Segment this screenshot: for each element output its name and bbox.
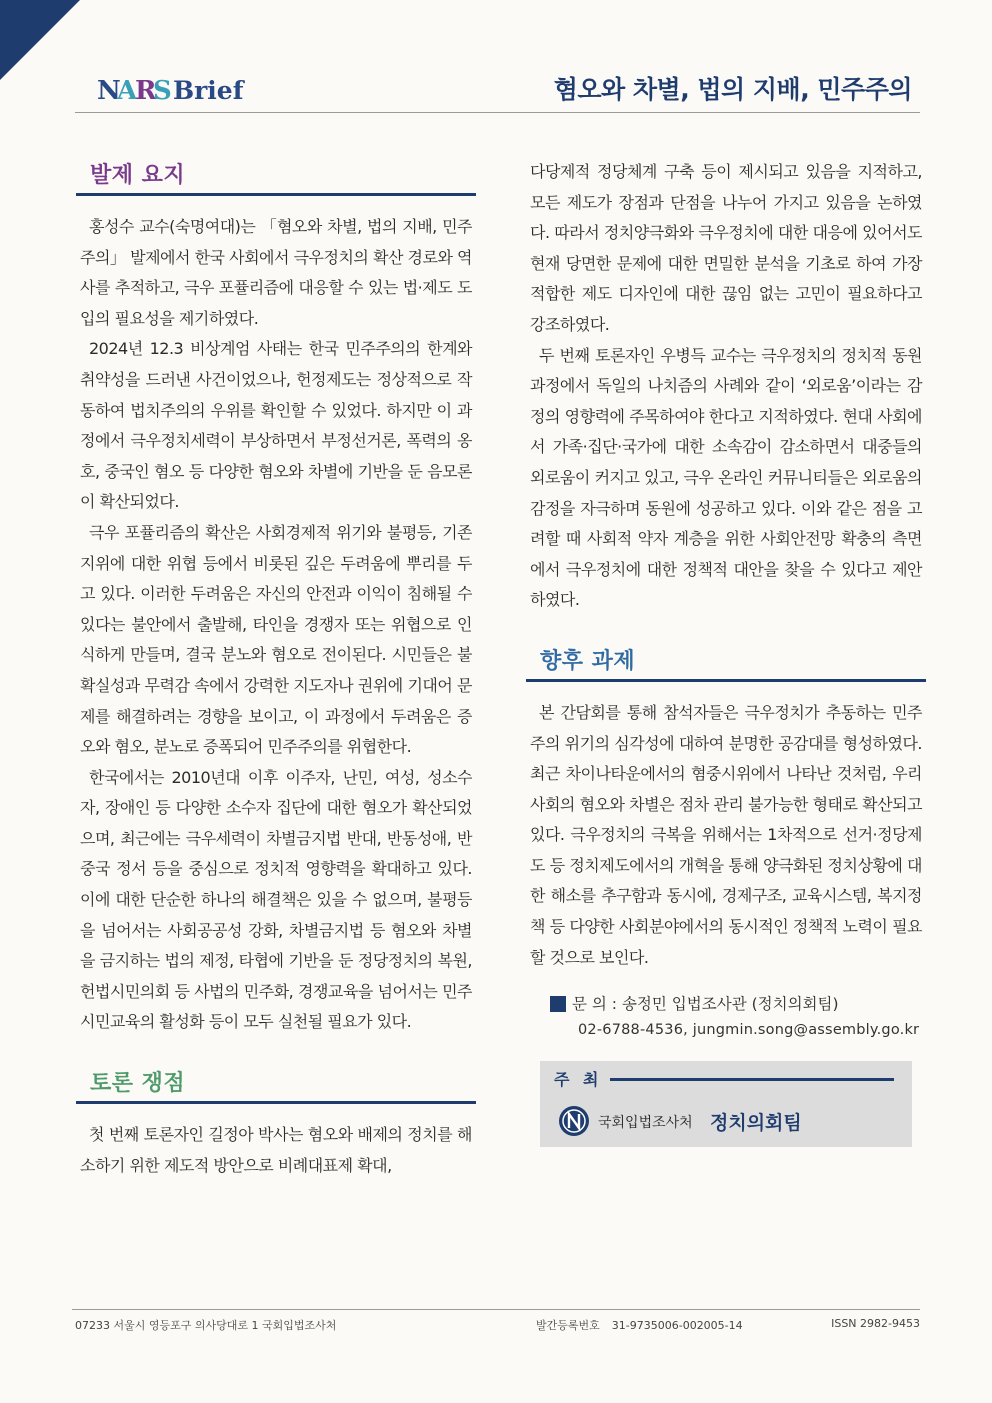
left-column xyxy=(80,150,472,1181)
section-title-summary: 발제 요지 xyxy=(90,163,186,188)
debate-paragraph-1: 첫 번째 토론자인 길정아 박사는 혐오와 배제의 정치를 해소하기 위한 제도적 방안으로 비례대표제 확대, xyxy=(80,1125,472,1175)
summary-paragraph-2: 2024년 12.3 비상계엄 사태는 한국 민주주의의 한계와 취약성을 드러낸 사건이었으나, 헌정제도는 정상적으로 작동하여 법치주의의 우위를 확인할 수 있었다. 하지만 이 과정에서 극우정치세력이 부상하면서 부정선거론, 폭력의 옹호, 중국인 혐오 등 다양한 혐오와 차별에 기반을 둔 음모론이 확산되었다. xyxy=(80,339,472,512)
debate-paragraph-1-continued: 다당제적 정당체계 구축 등이 제시되고 있음을 지적하고, 모든 제도가 장점과 단점을 나누어 가지고 있음을 논하였다. 따라서 정치양극화와 극우정치에 대한 대응에 있어서도 현재 당면한 문제에 대한 면밀한 분석을 기초로 하여 가장 적합한 제도 디자인에 대한 끊임 없는 고민이 필요하다고 강조하였다. xyxy=(530,162,922,334)
section-rule xyxy=(76,1101,476,1104)
contact-phone-email: 02-6788-4536, jungmin.song@assembly.go.kr xyxy=(578,1022,920,1039)
right-column xyxy=(530,157,922,1147)
header-divider xyxy=(75,112,920,113)
summary-paragraph-4: 한국에서는 2010년대 이후 이주자, 난민, 여성, 성소수자, 장애인 등 다양한 소수자 집단에 대한 혐오가 확산되었으며, 최근에는 극우세력이 차별금지법 반대, 반동성애, 반중국 정서 등을 중심으로 정치적 영향력을 확대하고 있다. 이에 대한 단순한 하나의 해결책은 있을 수 없으며, 불평등을 넘어서는 사회공공성 강화, 차별금지법 등 혐오와 차별을 금지하는 법의 제정, 타협에 기반을 둔 정당정치의 복원, 헌법시민의회 등 사법의 민주화, 경쟁교육을 넘어서는 민주시민교육의 활성화 등이 모두 실천될 필요가 있다. xyxy=(80,767,472,1032)
footer-issn: ISSN 2982-9453 xyxy=(831,1317,920,1330)
host-organization: 국회입법조사처 xyxy=(598,1115,693,1132)
host-rule xyxy=(610,1078,894,1081)
svg-text:R: R xyxy=(135,76,157,106)
section-title-future: 향후 과제 xyxy=(540,648,636,674)
registration-number: 31-9735006-002005-14 xyxy=(611,1319,743,1332)
section-title-debate: 토론 쟁점 xyxy=(90,1071,186,1097)
svg-text:N: N xyxy=(97,76,121,106)
square-bullet-icon xyxy=(550,996,566,1012)
contact-person: 문 의 : 송정민 입법조사관 (정치의회팀) xyxy=(572,995,839,1014)
nars-emblem-icon xyxy=(558,1105,590,1137)
summary-paragraph-3: 극우 포퓰리즘의 확산은 사회경제적 위기와 불평등, 기존 지위에 대한 위협 등에서 비롯된 깊은 두려움에 뿌리를 두고 있다. 이러한 두려움은 자신의 안전과 이익이 침해될 수 있다는 불안에서 출발해, 타인을 경쟁자 또는 위협으로 인식하게 만들며, 결국 분노와 혐오로 전이된다. 시민들은 불확실성과 무력감 속에서 강력한 지도자나 권위에 기대어 문제를 해결하려는 경향을 보이고, 이 과정에서 두려움은 증오와 혐오, 분노로 증폭되어 민주주의를 위협한다. xyxy=(80,522,472,757)
host-label: 주 최 xyxy=(554,1070,603,1090)
debate-paragraph-2: 두 번째 토론자인 우병득 교수는 극우정치의 정치적 동원 과정에서 독일의 나치즘의 사례와 같이 ‘외로움’이라는 감정의 영향력에 주목하여야 한다고 지적하였다. 현대 사회에서 가족·집단·국가에 대한 소속감이 감소하면서 대중들의 외로움이 커지고 있고, 극우 온라인 커뮤니티들은 외로움의 감정을 자극하며 동원에 성공하고 있다. 이와 같은 점을 고려할 때 사회적 약자 계층을 위한 사회안전망 확충의 측면에서 극우정치에 대한 정책적 대안을 찾을 수 있다고 제안하였다. xyxy=(530,345,922,610)
section-rule xyxy=(526,679,926,682)
section-rule xyxy=(76,193,476,196)
host-box xyxy=(540,1061,912,1147)
nars-brief-logo xyxy=(97,72,247,106)
summary-paragraph-1: 홍성수 교수(숙명여대)는 「혐오와 차별, 법의 지배, 민주주의」 발제에서 한국 사회에서 극우정치의 확산 경로와 역사를 추적하고, 극우 포퓰리즘에 대응할 수 있는 법·제도 도입의 필요성을 제기하였다. xyxy=(80,217,472,328)
footer-registration xyxy=(536,1317,743,1333)
future-paragraph-1: 본 간담회를 통해 참석자들은 극우정치가 추동하는 민주주의 위기의 심각성에 대하여 분명한 공감대를 형성하였다. 최근 차이나타운에서의 혐중시위에서 나타난 것처럼, 우리 사회의 혐오와 차별은 점차 관리 불가능한 형태로 확산되고 있다. 극우정치의 극복을 위해서는 1차적으로 선거·정당제도 등 정치제도에서의 개혁을 통해 양극화된 정치상황에 대한 해소를 추구함과 동시에, 경제구조, 교육시스템, 복지정책 등 다양한 사회분야에서의 동시적인 정책적 노력이 필요할 것으로 보인다. xyxy=(530,702,922,967)
host-team: 정치의회팀 xyxy=(710,1112,802,1135)
footer-divider xyxy=(72,1309,920,1310)
contact-block xyxy=(530,991,922,1043)
svg-text:Brief: Brief xyxy=(173,76,244,105)
section-header-debate xyxy=(80,1058,472,1104)
section-header-future xyxy=(530,636,922,682)
corner-triangle xyxy=(0,0,80,80)
registration-label: 발간등록번호 xyxy=(536,1319,600,1332)
page-title: 혐오와 차별, 법의 지배, 민주주의 xyxy=(553,75,912,104)
svg-text:S: S xyxy=(153,76,172,106)
svg-text:A: A xyxy=(117,76,138,106)
section-header-summary xyxy=(80,150,472,196)
footer-address: 07233 서울시 영등포구 의사당대로 1 국회입법조사처 xyxy=(75,1319,337,1332)
